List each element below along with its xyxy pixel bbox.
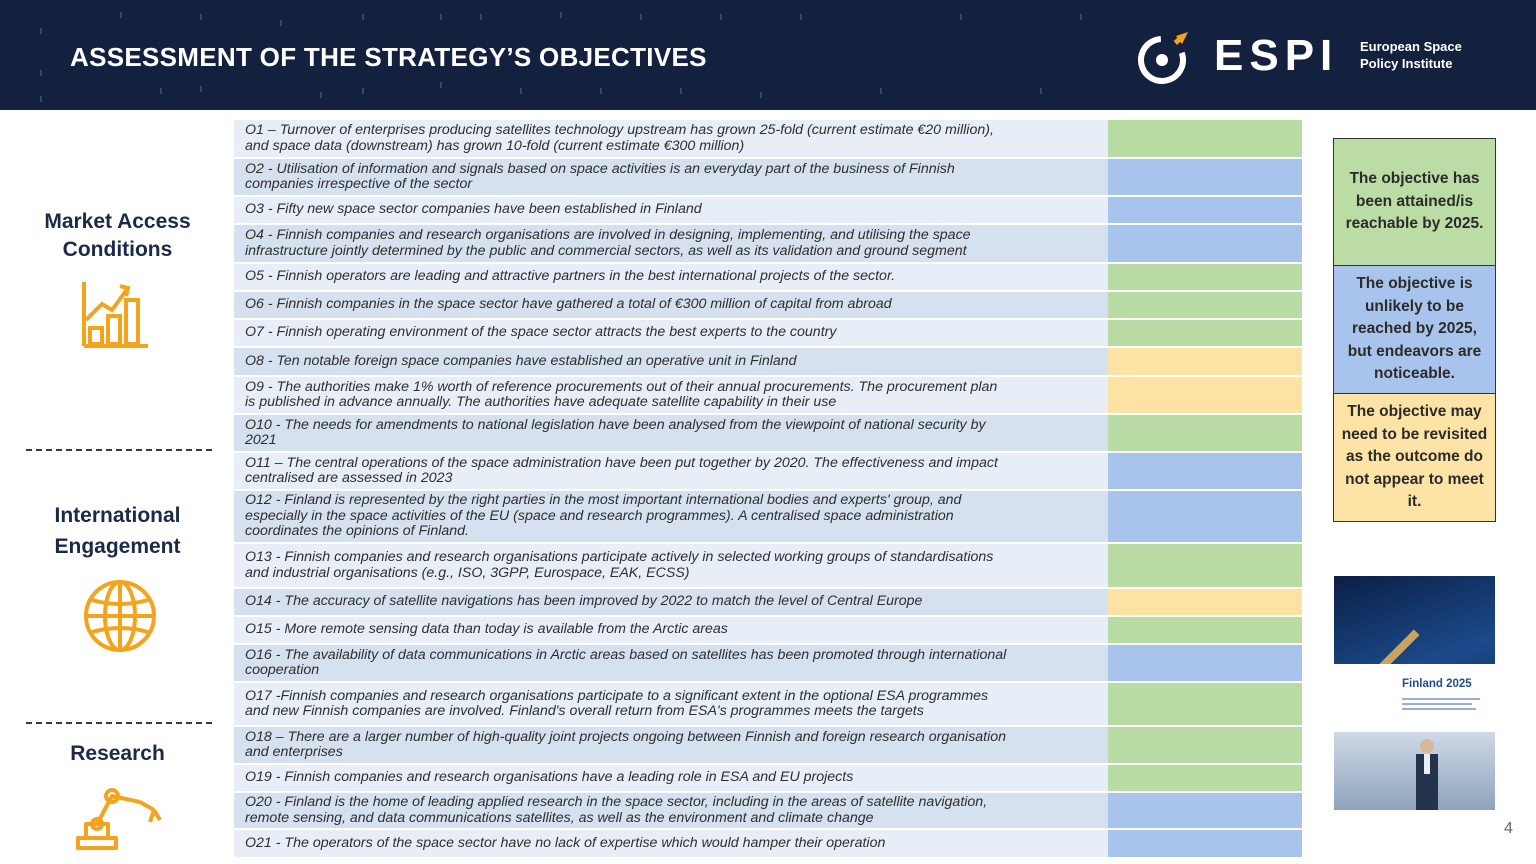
- legend-unlikely-text: The objective is unlikely to be reached by 2025, but endeavors are noticeable.: [1347, 275, 1482, 383]
- globe-icon: [82, 578, 158, 654]
- legend-attained-text: The objective has been attained/is reachable by 2025.: [1345, 170, 1484, 233]
- table-row: [234, 544, 1302, 589]
- status-cell-green: [1108, 727, 1302, 763]
- table-row: [234, 225, 1302, 264]
- objective-text: O9 - The authorities make 1% worth of reference procurements out of their annual procurements. The procurement plan: [245, 378, 998, 395]
- table-row: [234, 415, 1302, 453]
- status-cell-blue: [1108, 453, 1302, 489]
- objective-text: O11 – The central operations of the space administration have been put together by 2020. The effectiveness and impact: [245, 454, 998, 471]
- table-row: [234, 320, 1302, 348]
- table-row: [234, 292, 1302, 320]
- page-title: ASSESSMENT OF THE STRATEGY’S OBJECTIVES: [70, 42, 707, 72]
- status-cell-blue: [1108, 159, 1302, 195]
- status-cell-green: [1108, 320, 1302, 346]
- objective-text: O5 - Finnish operators are leading and attractive partners in the best international projects of the sector.: [245, 268, 896, 285]
- page-number: 4: [1504, 820, 1513, 837]
- table-row: [234, 617, 1302, 645]
- status-cell-green: [1108, 120, 1302, 157]
- status-cell-green: [1108, 292, 1302, 318]
- status-cell-green: [1108, 683, 1302, 725]
- objective-text: O7 - Finnish operating environment of the space sector attracts the best experts to the country: [245, 324, 837, 341]
- objective-text: O19 - Finnish companies and research organisations have a leading role in ESA and EU projects: [245, 769, 854, 786]
- espi-logo-subtitle: [1360, 38, 1500, 72]
- status-cell-green: [1108, 617, 1302, 643]
- category-label-line1: International: [54, 504, 181, 527]
- objective-text: O6 - Finnish companies in the space sector have gathered a total of €300 million of capital from abroad: [245, 296, 892, 313]
- category-label-line2: Engagement: [54, 535, 181, 558]
- objective-text: O12 - Finland is represented by the right parties in the most important international bodies and experts' group, and: [245, 492, 962, 509]
- table-row: [234, 765, 1302, 793]
- espi-logo-text: ESPI: [1214, 31, 1339, 80]
- table-row: [234, 589, 1302, 617]
- objective-text: and new Finnish companies are involved. Finland's overall return from ESA's programmes meets the targets: [245, 703, 924, 719]
- objective-text: cooperation: [245, 662, 320, 678]
- person-illustration: [1410, 736, 1444, 810]
- table-row: [234, 197, 1302, 225]
- objective-text: O10 - The needs for amendments to national legislation have been analysed from the viewpoint of national security by: [245, 416, 986, 433]
- table-row: [234, 491, 1302, 544]
- report-cover-image: [1334, 576, 1495, 810]
- objective-text: O18 – There are a larger number of high-quality joint projects ongoing between Finnish and foreign research organisation: [245, 728, 1007, 745]
- objective-text: O20 - Finland is the home of leading applied research in the space sector, including in the areas of satellite navigation,: [245, 794, 988, 810]
- objective-text: O14 - The accuracy of satellite navigations has been improved by 2022 to match the level of Central Europe: [245, 593, 923, 610]
- objective-text: remote sensing, and data communications satellites, as well as the environment and climate change: [245, 809, 874, 826]
- status-cell-green: [1108, 765, 1302, 791]
- category-divider: [26, 449, 212, 451]
- objective-text: O13 - Finnish companies and research organisations participate actively in selected working groups of standardisations: [245, 549, 994, 565]
- status-cell-blue: [1108, 197, 1302, 223]
- table-row: [234, 377, 1302, 415]
- objective-text: O2 - Utilisation of information and signals based on space activities is an everyday part of the business of Finnish: [245, 160, 955, 177]
- objective-text: 2021: [245, 432, 277, 448]
- table-row: [234, 120, 1302, 159]
- status-cell-green: [1108, 415, 1302, 451]
- status-cell-green: [1108, 264, 1302, 290]
- objective-text: and enterprises: [245, 744, 343, 760]
- objective-text: O15 - More remote sensing data than today is available from the Arctic areas: [245, 621, 728, 638]
- objective-text: coordinates the opinions of Finland.: [245, 523, 469, 540]
- category-market-access: [20, 208, 215, 264]
- table-row: [234, 683, 1302, 727]
- robot-arm-icon: [72, 780, 162, 852]
- table-row: [234, 793, 1302, 830]
- status-cell-blue: [1108, 793, 1302, 828]
- status-cell-yellow: [1108, 377, 1302, 413]
- category-research: [20, 740, 215, 768]
- table-row: [234, 348, 1302, 377]
- growth-chart-icon: [80, 278, 152, 350]
- objectives-table: [234, 120, 1302, 859]
- category-international-engagement: [20, 500, 215, 562]
- category-label: Research: [70, 742, 165, 765]
- logo-subtitle-line2: Policy Institute: [1360, 56, 1453, 71]
- category-label-line1: Market Access: [44, 210, 191, 233]
- header-bar: [0, 0, 1536, 110]
- objective-text: O17 -Finnish companies and research organisations participate to a significant extent in the optional ESA programmes: [245, 687, 989, 704]
- table-row: [234, 453, 1302, 491]
- legend-revisit-text: The objective may need to be revisited as the outcome do not appear to meet it.: [1341, 403, 1488, 511]
- objective-text: companies irrespective of the sector: [245, 176, 473, 192]
- table-row: [234, 264, 1302, 292]
- legend-unlikely: [1333, 266, 1496, 394]
- category-label-line2: Conditions: [62, 238, 173, 261]
- category-divider: [26, 722, 212, 724]
- status-legend: [1333, 138, 1496, 522]
- objective-text: O3 - Fifty new space sector companies have been established in Finland: [245, 201, 702, 218]
- espi-logo-icon: [1136, 30, 1192, 86]
- objective-text: centralised are assessed in 2023: [245, 470, 453, 486]
- objective-text: O16 - The availability of data communications in Arctic areas based on satellites has been promoted through international: [245, 646, 1007, 663]
- status-cell-blue: [1108, 491, 1302, 542]
- status-cell-blue: [1108, 645, 1302, 681]
- objective-text: and space data (downstream) has grown 10-fold (current estimate €300 million): [245, 137, 745, 154]
- status-cell-green: [1108, 544, 1302, 587]
- objective-text: O4 - Finnish companies and research organisations are involved in designing, implementing, and utilising the space: [245, 227, 971, 243]
- objective-text: especially in the space activities of the EU (space and research programmes). A centralised space administration: [245, 507, 954, 524]
- legend-revisit: [1333, 394, 1496, 522]
- status-cell-yellow: [1108, 589, 1302, 615]
- status-cell-blue: [1108, 225, 1302, 262]
- objective-text: O21 - The operators of the space sector have no lack of expertise which would hamper their operation: [245, 834, 886, 851]
- status-cell-yellow: [1108, 348, 1302, 375]
- table-row: [234, 830, 1302, 859]
- logo-subtitle-line1: European Space: [1360, 39, 1462, 54]
- objective-text: infrastructure jointly determined by the public and commercial sectors, as well as its validation and ground segment: [245, 242, 967, 259]
- objective-text: and industrial organisations (e.g., ISO, 3GPP, Eurospace, EAK, ECSS): [245, 564, 690, 581]
- status-cell-blue: [1108, 830, 1302, 857]
- table-row: [234, 727, 1302, 765]
- table-row: [234, 645, 1302, 683]
- table-row: [234, 159, 1302, 197]
- objective-text: O1 – Turnover of enterprises producing satellites technology upstream has grown 25-fold (current estimate €20 million),: [245, 122, 994, 138]
- legend-attained: [1333, 138, 1496, 266]
- objective-text: O8 - Ten notable foreign space companies have established an operative unit in Finland: [245, 352, 797, 369]
- objective-text: is published in advance annually. The authorities have adequate satellite capability in their use: [245, 394, 837, 410]
- cover-title: Finland 2025: [1402, 678, 1472, 690]
